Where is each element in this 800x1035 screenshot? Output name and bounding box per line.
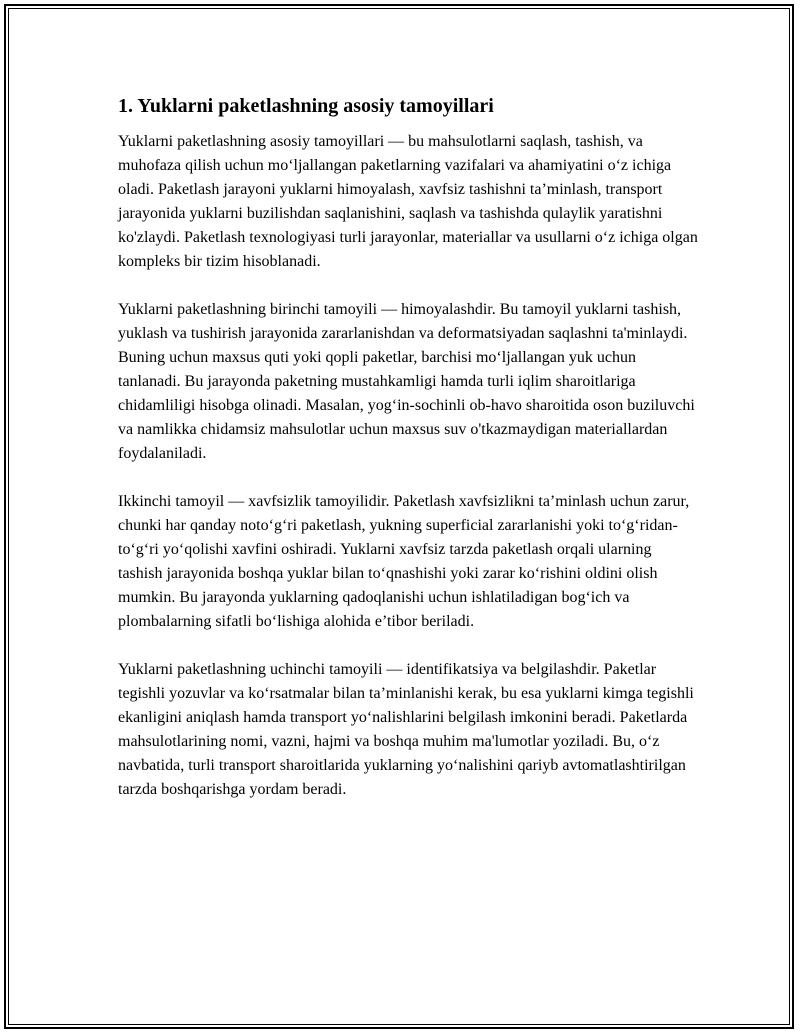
document-body [118,92,698,826]
paragraph-third-principle: Yuklarni paketlashning uchinchi tamoyili — identifikatsiya va belgilashdir. Paketlar tegishli yozuvlar va koʻrsatmalar bilan ta’minlanishi kerak, bu esa yuklarni kimga tegishli ekanligini aniqlash hamda transport yoʻnalishlarini belgilash imkonini beradi. Paketlarda mahsulotlarining nomi, vazni, hajmi va boshqa muhim ma'lumotlar yoziladi. Bu, oʻz navbatida, turli transport sharoitlarida yuklarning yoʻnalishini qariyb avtomatlashtirilgan tarzda boshqarishga yordam beradi. [118,661,694,798]
paragraph-first-principle: Yuklarni paketlashning birinchi tamoyili — himoyalashdir. Bu tamoyil yuklarni tashish, yuklash va tushirish jarayonida zararlanishdan va deformatsiyadan saqlashni ta'minlaydi. Buning uchun maxsus quti yoki qopli paketlar, barchisi moʻljallangan yuk uchun tanlanadi. Bu jarayonda paketning mustahkamligi hamda turli iqlim sharoitlariga chidamliligi hisobga olinadi. Masalan, yogʻin-sochinli ob-havo sharoitida oson buziluvchi va namlikka chidamsiz mahsulotlar uchun maxsus suv o'tkazmaydigan materiallardan foydalaniladi. [118,301,695,462]
paragraph-second-principle: Ikkinchi tamoyil — xavfsizlik tamoyilidir. Paketlash xavfsizlikni ta’minlash uchun zarur, chunki har qanday notoʻgʻri paketlash, yukning superficial zararlanishi yoki toʻgʻridan-toʻgʻri yoʻqolishi xavfini oshiradi. Yuklarni xavfsiz tarzda paketlash orqali ularning tashish jarayonida boshqa yuklar bilan toʻqnashishi yoki zarar koʻrishini oldini olish mumkin. Bu jarayonda yuklarning qadoqlanishi uchun ishlatiladigan bogʻich va plombalarning sifatli boʻlishiga alohida e’tibor beriladi. [118,493,690,630]
paragraph-intro: Yuklarni paketlashning asosiy tamoyillari — bu mahsulotlarni saqlash, tashish, va muhofaza qilish uchun moʻljallangan paketlarning vazifalari va ahamiyatini oʻz ichiga oladi. Paketlash jarayoni yuklarni himoyalash, xavfsiz tashishni ta’minlash, transport jarayonida yuklarni buzilishdan saqlanishini, saqlash va tashishda qulaylik yaratishni ko'zlaydi. Paketlash texnologiyasi turli jarayonlar, materiallar va usullarni oʻz ichiga olgan kompleks bir tizim hisoblanadi. [118,133,698,270]
section-heading: 1. Yuklarni paketlashning asosiy tamoyillari [118,95,494,117]
